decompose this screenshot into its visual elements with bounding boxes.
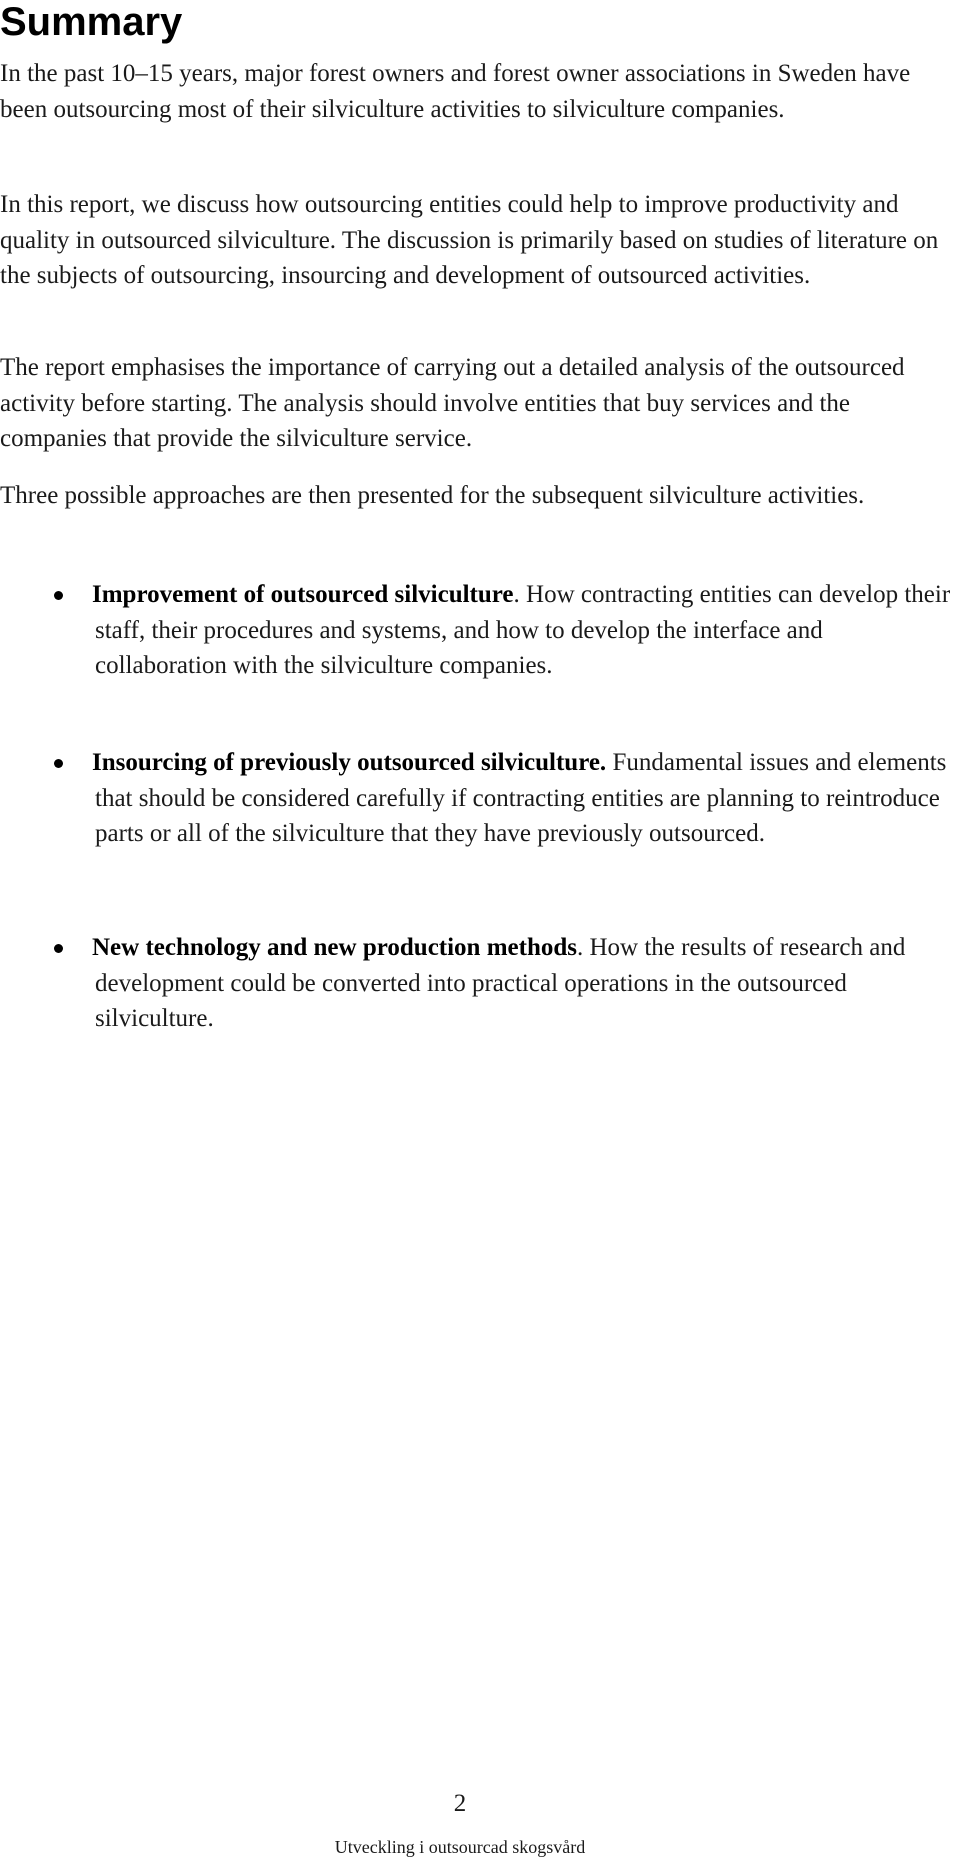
bullet-heading: New technology and new production methods bbox=[92, 934, 577, 961]
bullet-dot-icon bbox=[54, 759, 63, 768]
bullet-body: Fundamental issues and elements that should be considered carefully if contracting entities are planning to reintroduce parts or all of the silviculture that they have previously outsourced. bbox=[95, 749, 947, 847]
bullet-text bbox=[92, 930, 960, 1037]
paragraph-approaches: Three possible approaches are then presented for the subsequent silviculture activities. bbox=[0, 482, 865, 509]
page-footer: Utveckling i outsourcad skogsvård bbox=[334, 1837, 586, 1857]
bullet-heading: Improvement of outsourced silviculture bbox=[92, 581, 514, 608]
bullet-dot-icon bbox=[54, 944, 63, 953]
bullet-body: . How the results of research and development could be converted into practical operations in the outsourced silviculture. bbox=[95, 934, 906, 1032]
bullet-dot-icon bbox=[54, 591, 63, 600]
paragraph-analysis: The report emphasises the importance of carrying out a detailed analysis of the outsourced activity before starting. The analysis should involve entities that buy services and the companies that provide the silviculture service. bbox=[0, 354, 905, 452]
bullet-body: . How contracting entities can develop their staff, their procedures and systems, and how to develop the interface and collaboration with the silviculture companies. bbox=[95, 581, 951, 679]
paragraph-report-scope: In this report, we discuss how outsourcing entities could help to improve productivity and quality in outsourced silviculture. The discussion is primarily based on studies of literature on the subjects of outsourcing, insourcing and development of outsourced activities. bbox=[0, 191, 939, 289]
page-number: 2 bbox=[453, 1790, 467, 1817]
bullet-heading: Insourcing of previously outsourced silviculture. bbox=[92, 749, 607, 776]
bullet-text bbox=[92, 745, 960, 852]
bullet-text bbox=[92, 577, 960, 684]
page-title: Summary bbox=[0, 0, 183, 44]
paragraph-intro: In the past 10–15 years, major forest owners and forest owner associations in Sweden have been outsourcing most of their silviculture activities to silviculture companies. bbox=[0, 60, 911, 123]
